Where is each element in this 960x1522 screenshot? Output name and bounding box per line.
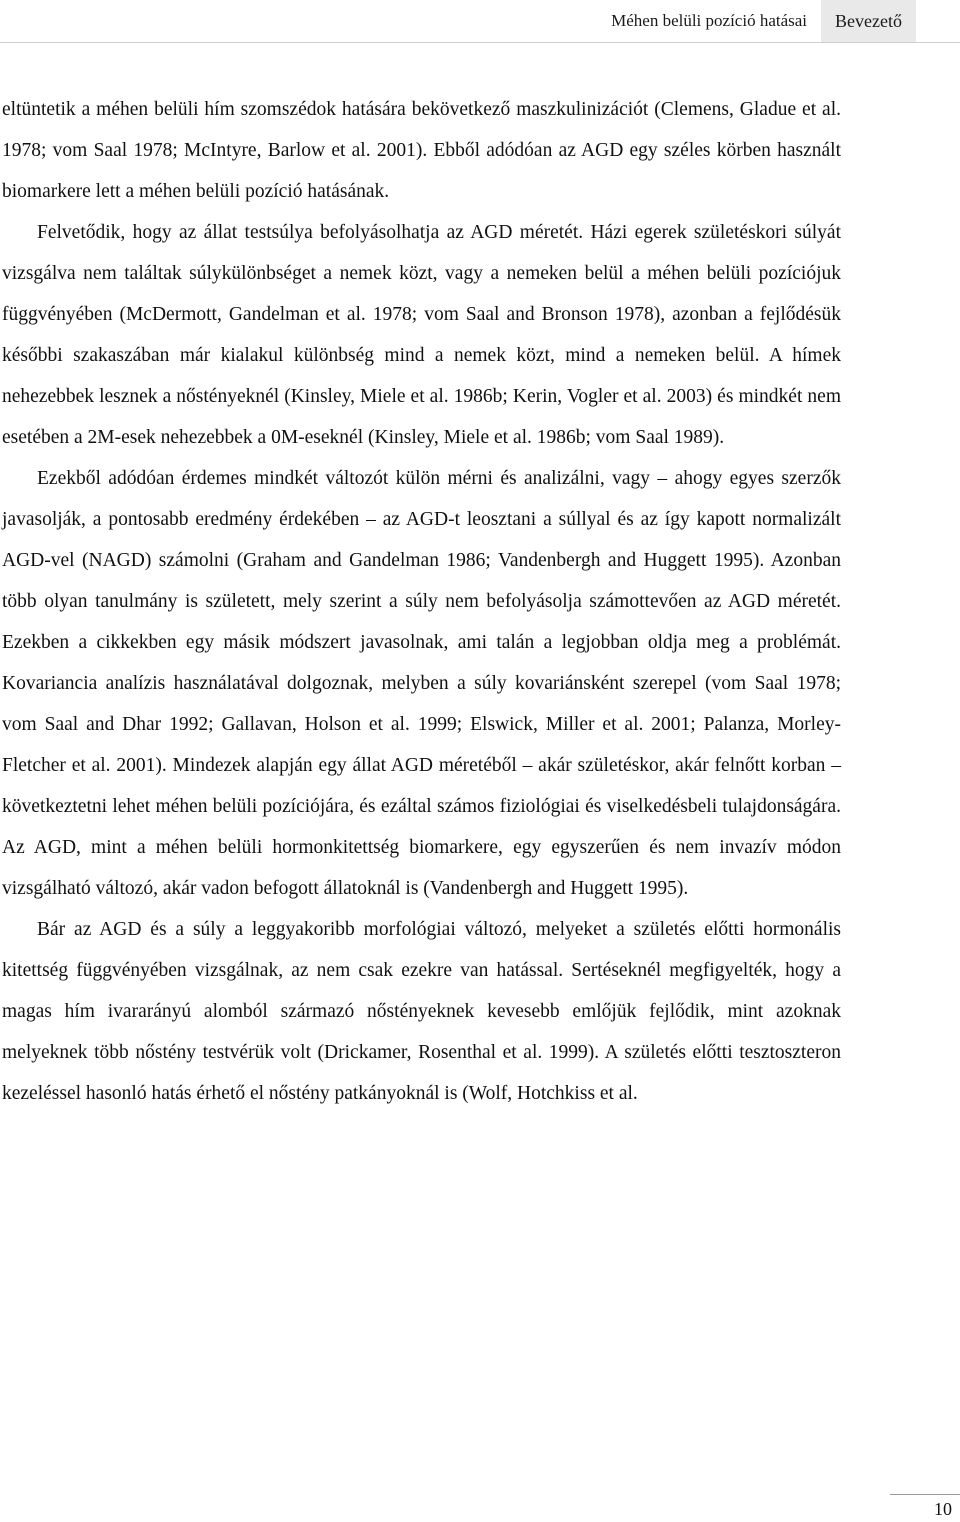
page-header [611, 0, 916, 42]
header-divider [0, 42, 960, 43]
running-title: Méhen belüli pozíció hatásai [611, 11, 808, 30]
paragraph-body-weight: Felvetődik, hogy az állat testsúlya befolyásolhatja az AGD méretét. Házi egerek születéskori súlyát vizsgálva nem találtak súlykülönbséget a nemek közt, vagy a nemeken belül a méhen belüli pozíciójuk függvényében (McDermott, Gandelman et al. 1978; vom Saal and Bronson 1978), azonban a fejlődésük későbbi szakaszában már kialakul különbség mind a nemek közt, mind a nemeken belül. A hímek nehezebbek lesznek a nőstényeknél (Kinsley, Miele et al. 1986b; Kerin, Vogler et al. 2003) és mindkét nem esetében a 2M-esek nehezebbek a 0M-eseknél (Kinsley, Miele et al. 1986b; vom Saal 1989). [2, 222, 841, 448]
paragraph-morphology: Bár az AGD és a súly a leggyakoribb morfológiai változó, melyeket a születés előtti hormonális kitettség függvényében vizsgálnak, az nem csak ezekre van hatással. Sertéseknél megfigyelték, hogy a magas hím ivararányú alomból származó nőstényeknek kevesebb emlőjük fejlődik, mint azoknak melyeknek több nőstény testvérük volt (Drickamer, Rosenthal et al. 1999). A születés előtti tesztoszteron kezeléssel hasonló hatás érhető el nőstény patkányoknál is (Wolf, Hotchkiss et al. [2, 919, 841, 1104]
page-number: 10 [934, 1499, 952, 1519]
paragraph-normalization: Ezekből adódóan érdemes mindkét változót külön mérni és analizálni, vagy – ahogy egyes szerzők javasolják, a pontosabb eredmény érdekében – az AGD-t leosztani a súllyal és az így kapott normalizált AGD-vel (NAGD) számolni (Graham and Gandelman 1986; Vandenbergh and Huggett 1995). Azonban több olyan tanulmány is született, mely szerint a súly nem befolyásolja számottevően az AGD méretét. Ezekben a cikkekben egy másik módszert javasolnak, ami talán a legjobban oldja meg a problémát. Kovariancia analízis használatával dolgoznak, melyben a súly kovariánsként szerepel (vom Saal 1978; vom Saal and Dhar 1992; Gallavan, Holson et al. 1999; Elswick, Miller et al. 2001; Palanza, Morley-Fletcher et al. 2001). Mindezek alapján egy állat AGD méretéből – akár születéskor, akár felnőtt korban – következtetni lehet méhen belüli pozíciójára, és ezáltal számos fiziológiai és viselkedésbeli tulajdonságára. Az AGD, mint a méhen belüli hormonkitettség biomarkere, egy egyszerűen és nem invazív módon vizsgálható változó, akár vadon befogott állatoknál is (Vandenbergh and Huggett 1995). [2, 468, 841, 899]
footer-divider [890, 1494, 960, 1495]
section-tab: Bevezető [821, 0, 916, 42]
body-text [2, 89, 841, 1114]
paragraph-continuation: eltüntetik a méhen belüli hím szomszédok hatására bekövetkező maszkulinizációt (Clemens, Gladue et al. 1978; vom Saal 1978; McIntyre, Barlow et al. 2001). Ebből adódóan az AGD egy széles körben használt biomarkere lett a méhen belüli pozíció hatásának. [2, 99, 841, 202]
